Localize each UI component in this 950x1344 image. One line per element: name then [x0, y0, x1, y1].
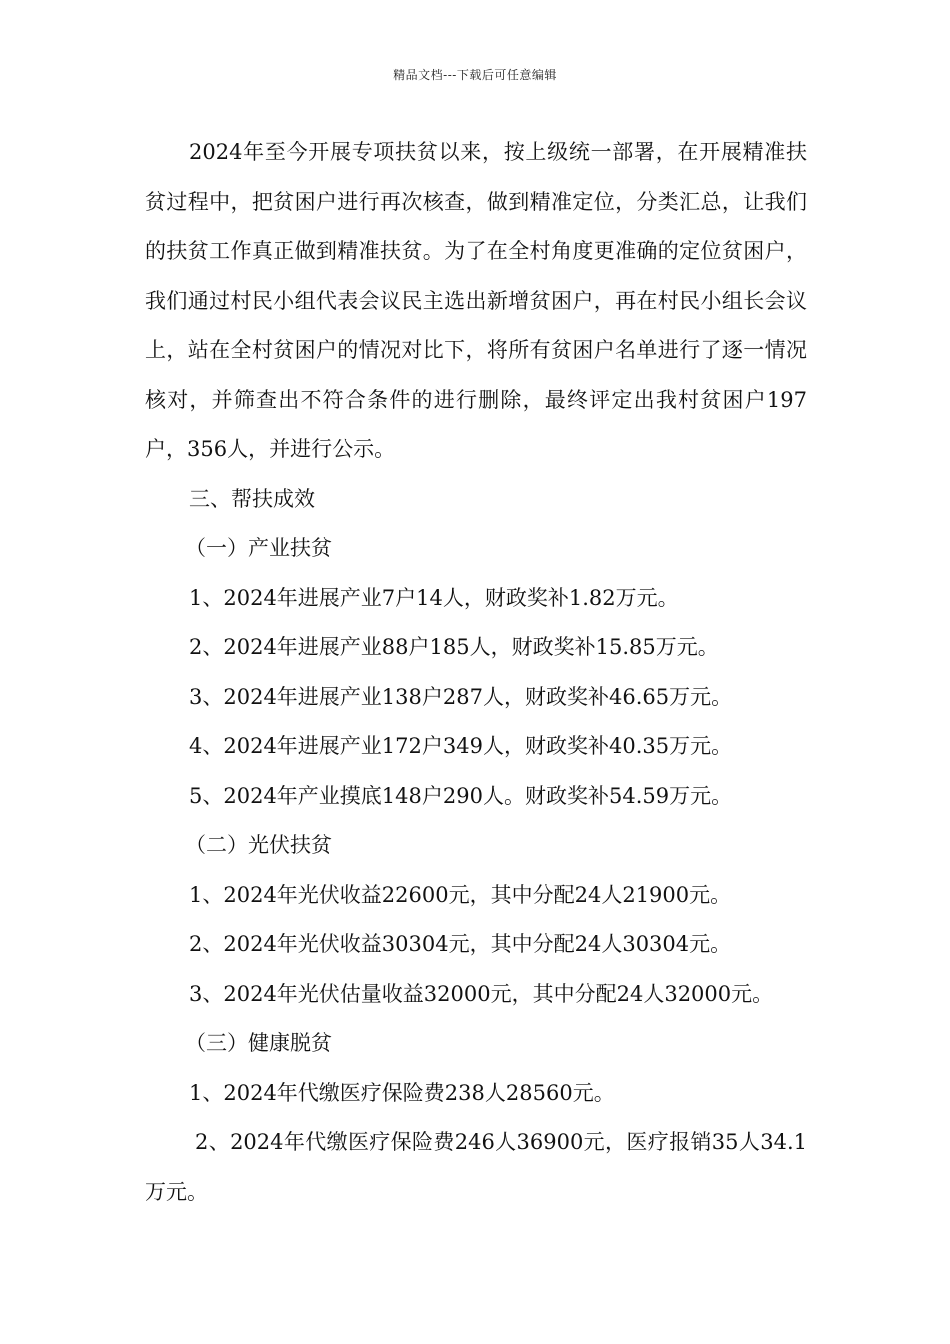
document-body [145, 128, 807, 1217]
list-item: 2、2024年进展产业88户185人，财政奖补15.85万元。 [189, 635, 719, 659]
subsection-title-solar: （二）光伏扶贫 [185, 833, 332, 857]
list-item: 2、2024年代缴医疗保险费246人36900元，医疗报销35人34.1万元。 [145, 1130, 807, 1204]
list-item: 2、2024年光伏收益30304元，其中分配24人30304元。 [189, 932, 732, 956]
subsection-title-industry: （一）产业扶贫 [185, 536, 332, 560]
list-item: 1、2024年进展产业7户14人，财政奖补1.82万元。 [189, 585, 679, 610]
subsection-title-health: （三）健康脱贫 [185, 1031, 332, 1055]
list-item: 3、2024年光伏估量收益32000元，其中分配24人32000元。 [189, 981, 774, 1006]
list-item: 1、2024年光伏收益22600元，其中分配24人21900元。 [189, 882, 732, 907]
list-item: 5、2024年产业摸底148户290人。财政奖补54.59万元。 [189, 783, 733, 808]
section-title: 三、帮扶成效 [189, 486, 315, 511]
page-header: 精品文档---下载后可任意编辑 [393, 68, 557, 82]
intro-paragraph: 2024年至今开展专项扶贫以来，按上级统一部署，在开展精准扶贫过程中，把贫困户进行再次核查，做到精准定位，分类汇总，让我们的扶贫工作真正做到精准扶贫。为了在全村角度更准确的定位贫困户，我们通过村民小组代表会议民主选出新增贫困户，再在村民小组长会议上，站在全村贫困户的情况对比下，将所有贫困户名单进行了逐一情况核对，并筛查出不符合条件的进行删除，最终评定出我村贫困户197户，356人，并进行公示。 [145, 140, 807, 461]
list-item: 4、2024年进展产业172户349人，财政奖补40.35万元。 [189, 734, 733, 758]
list-item: 3、2024年进展产业138户287人，财政奖补46.65万元。 [189, 684, 733, 709]
list-item: 1、2024年代缴医疗保险费238人28560元。 [189, 1080, 615, 1105]
